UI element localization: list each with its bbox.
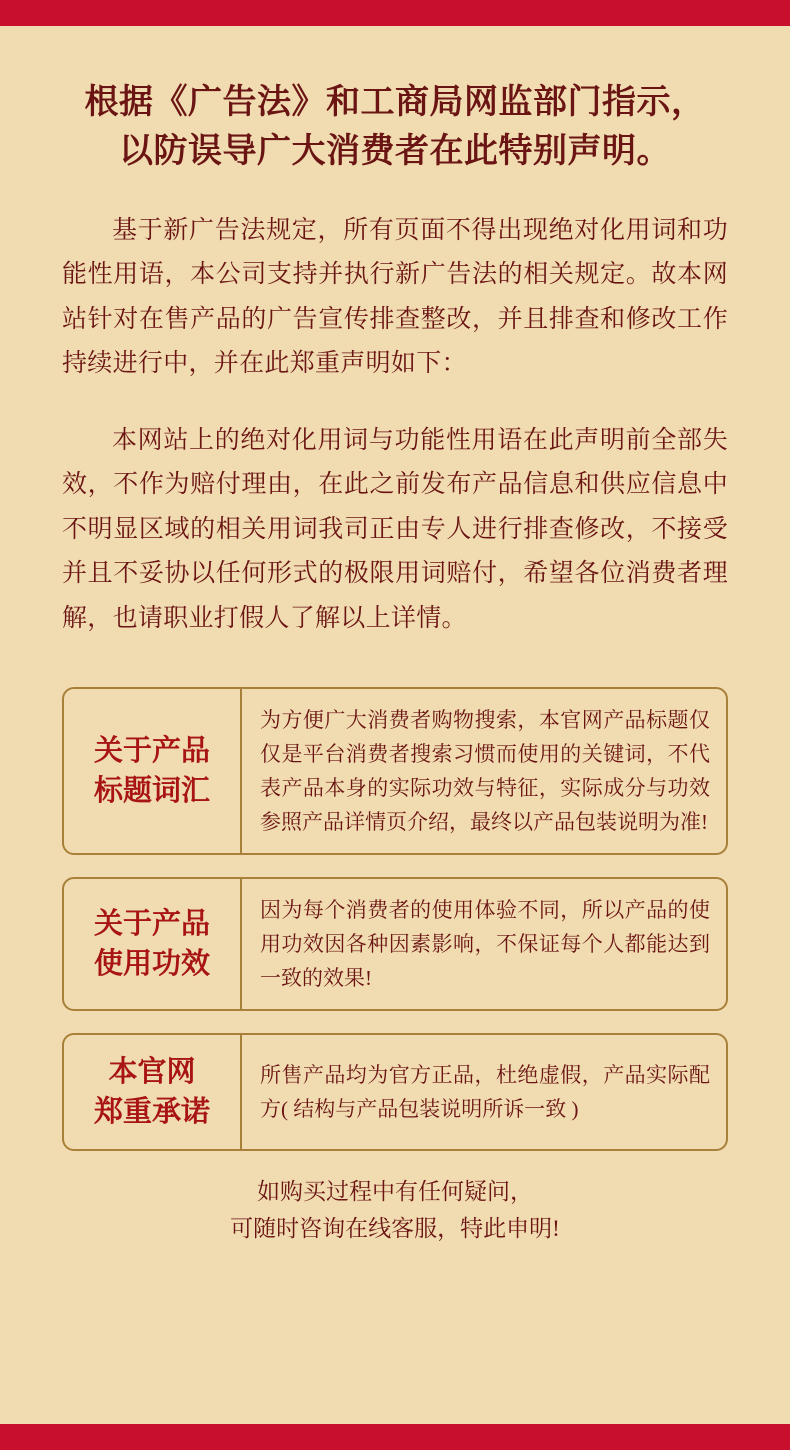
page-title-line-1: 根据《广告法》和工商局网监部门指示， xyxy=(84,84,706,121)
card-title-line-2: 使用功效 xyxy=(93,948,210,981)
statement-paragraph-2: 本网站上的绝对化用词与功能性用语在此声明前全部失效，不作为赔付理由，在此之前发布产品信息和供应信息中不明显区域的相关用词我司正由专人进行排查修改，不接受并且不妥协以任何形式的极限用词赔付，希望各位消费者理解，也请职业打假人了解以上详情。 xyxy=(62,426,728,632)
page-title-line-2: 以防误导广大消费者在此特别声明。 xyxy=(119,133,671,171)
page-title xyxy=(62,26,728,177)
statement-card-list xyxy=(62,687,728,1151)
card-title-line-2: 郑重承诺 xyxy=(93,1096,210,1129)
card-title-line-1: 本官网 xyxy=(108,1056,196,1089)
footer-note-line-1: 如购买过程中有任何疑问， xyxy=(257,1179,533,1205)
card-title-line-2: 标题词汇 xyxy=(93,775,210,808)
card-title-line-1: 关于产品 xyxy=(93,908,210,941)
card-title xyxy=(64,1035,242,1149)
footer-note-line-2: 可随时咨询在线客服，特此申明! xyxy=(230,1216,560,1242)
card-title xyxy=(64,879,242,1009)
card-body: 因为每个消费者的使用体验不同，所以产品的使用功效因各种因素影响，不保证每个人都能达到一致的效果! xyxy=(260,898,710,991)
card-body: 为方便广大消费者购物搜索，本官网产品标题仅仅是平台消费者搜索习惯而使用的关键词，不代表产品本身的实际功效与特征，实际成分与功效参照产品详情页介绍，最终以产品包装说明为准! xyxy=(260,708,710,835)
statement-card-product-effect xyxy=(62,877,728,1011)
card-title xyxy=(64,689,242,853)
card-title-line-1: 关于产品 xyxy=(93,735,210,768)
statement-paragraph-1: 基于新广告法规定，所有页面不得出现绝对化用词和功能性用语，本公司支持并执行新广告法的相关规定。故本网站针对在售产品的广告宣传排查整改，并且排查和修改工作持续进行中，并在此郑重声明如下： xyxy=(62,216,728,378)
statement-panel xyxy=(0,26,790,1424)
card-body: 所售产品均为官方正品，杜绝虚假，产品实际配方( 结构与产品包装说明所诉一致 ) xyxy=(260,1063,710,1122)
statement-card-product-title xyxy=(62,687,728,855)
statement-card-official-promise xyxy=(62,1033,728,1151)
bottom-red-bar xyxy=(0,1424,790,1450)
top-red-bar xyxy=(0,0,790,26)
footer-note xyxy=(62,1173,728,1248)
